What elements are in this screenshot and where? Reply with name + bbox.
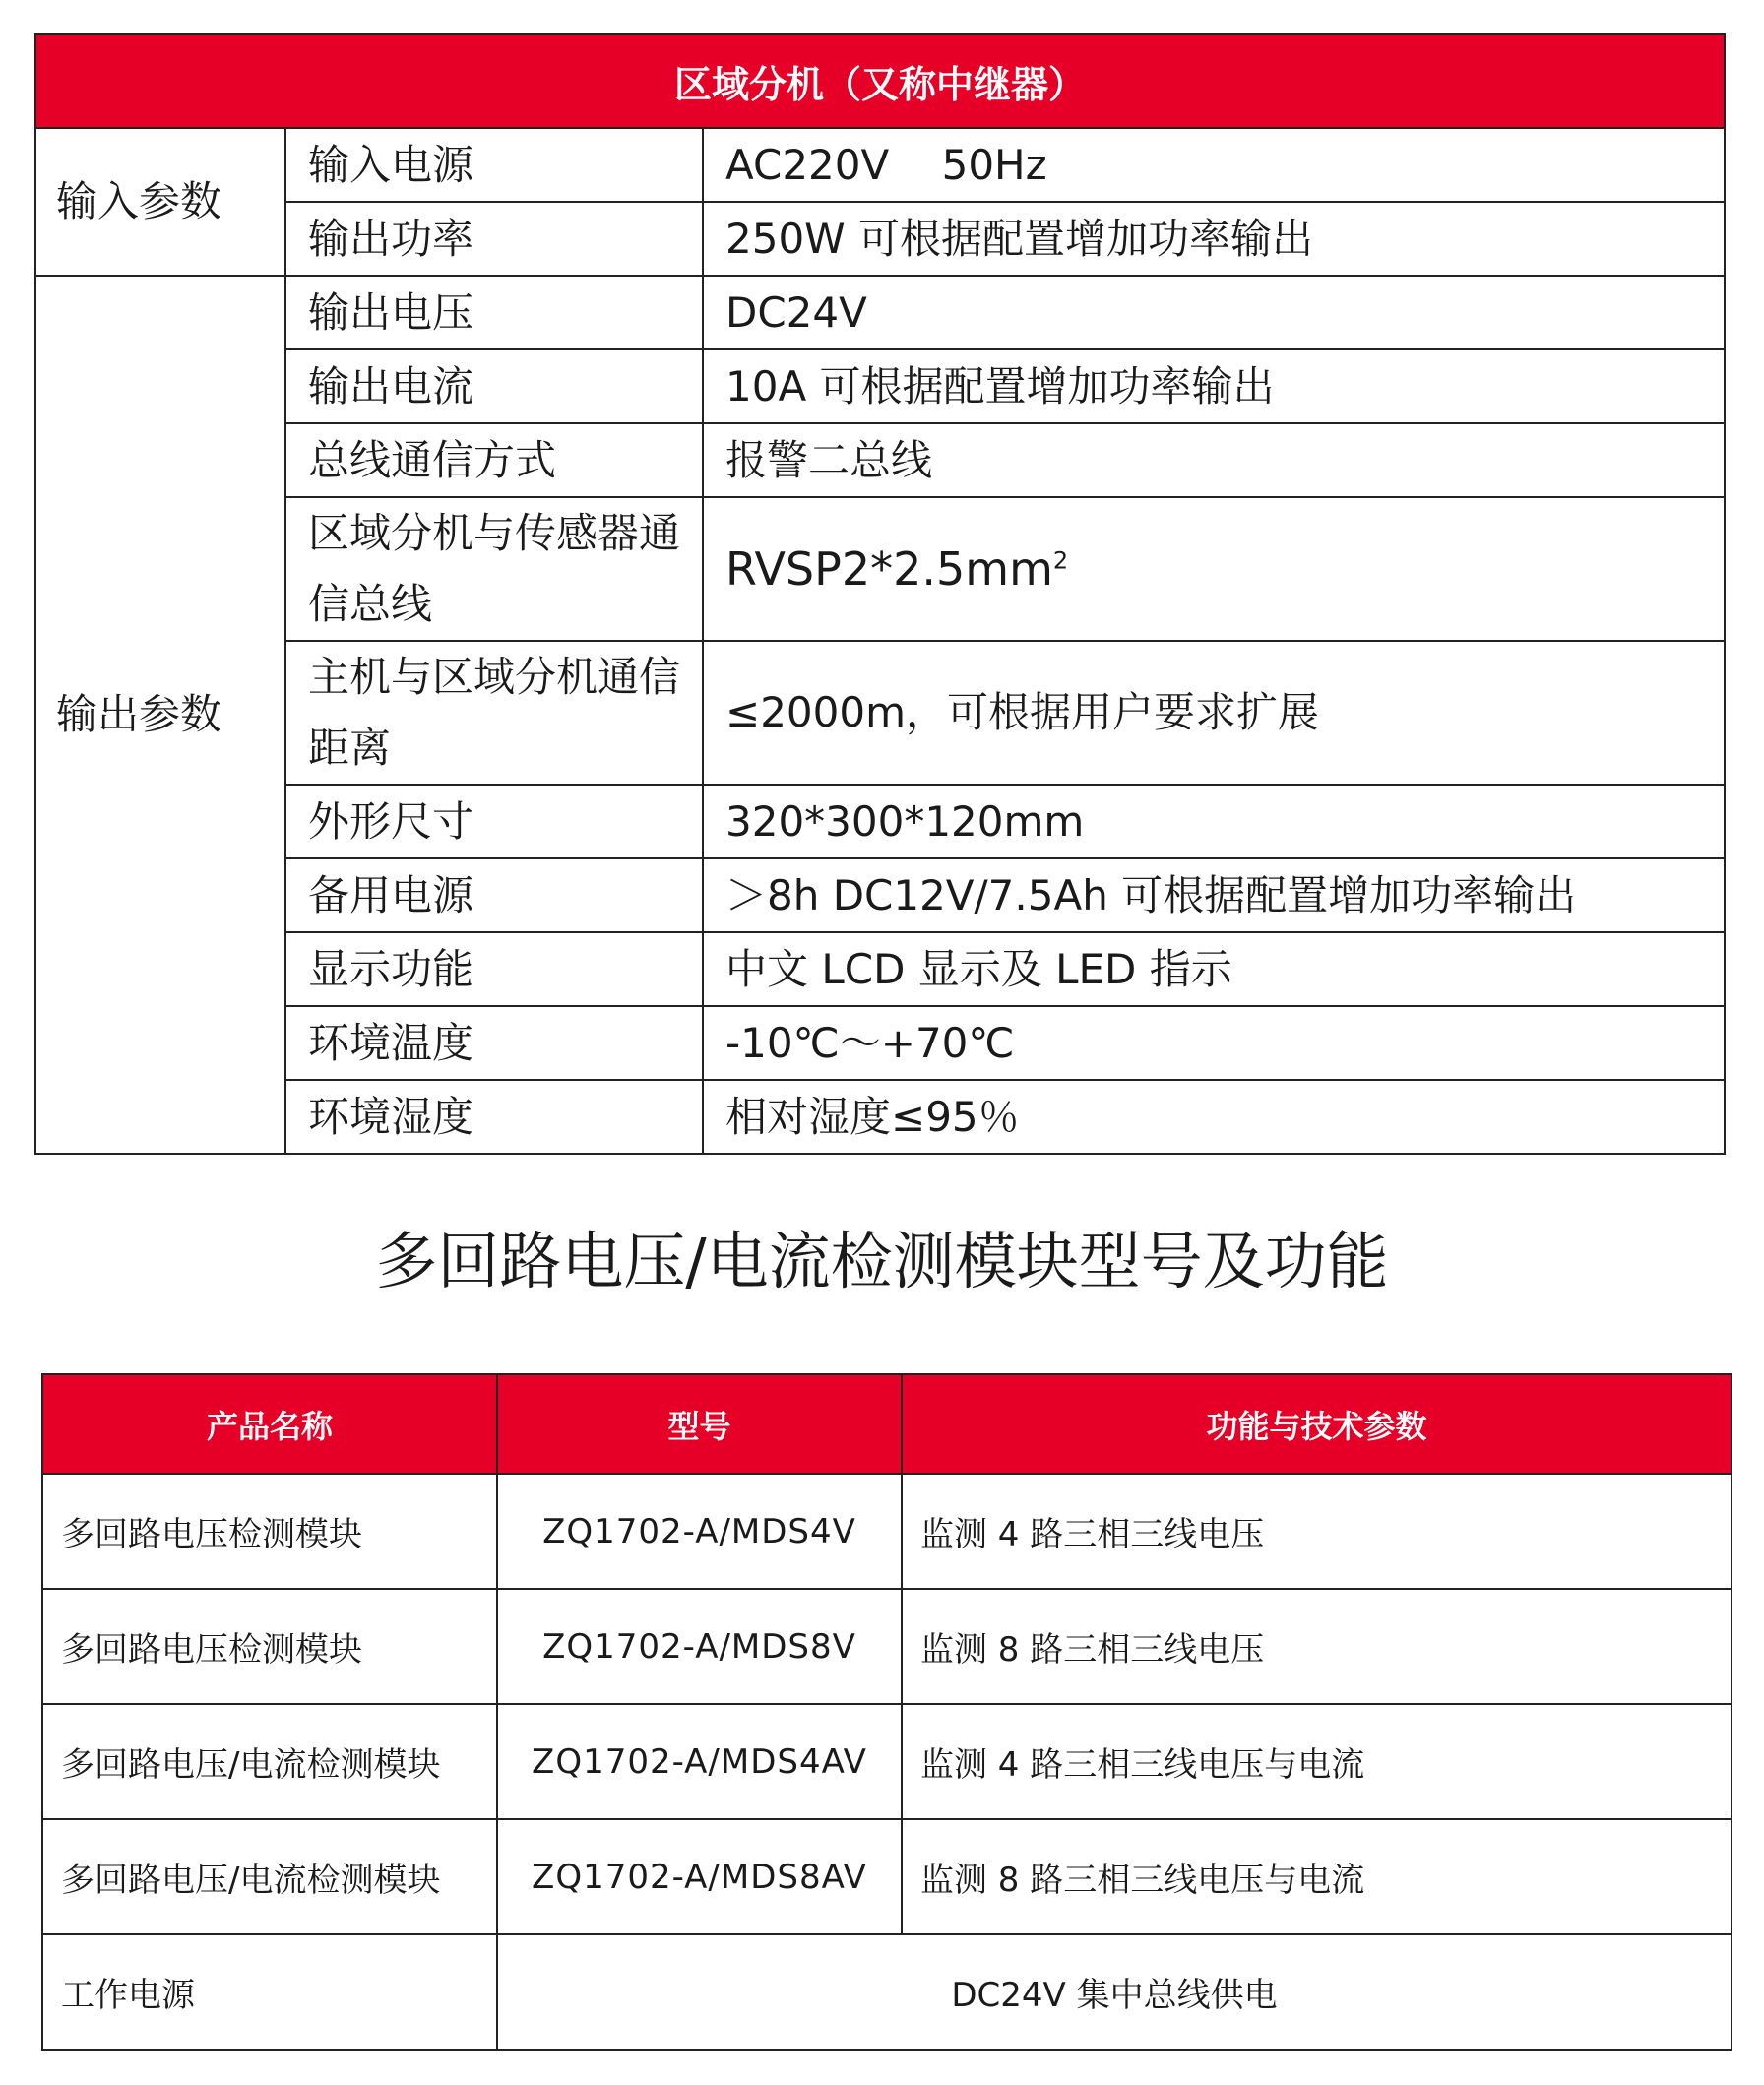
spec-label: 区域分机与传感器通信总线 [285, 497, 703, 641]
spec-table-title: 区域分机（又称中继器） [35, 34, 1725, 128]
group-output: 输出参数 [35, 276, 285, 1154]
power-value: DC24V 集中总线供电 [497, 1934, 1732, 2050]
table-row [42, 1474, 1732, 1589]
product-model: ZQ1702-A/MDS8AV [497, 1819, 902, 1934]
header-function: 功能与技术参数 [902, 1374, 1732, 1474]
product-model: ZQ1702-A/MDS8V [497, 1589, 902, 1704]
spec-label: 环境温度 [285, 1006, 703, 1080]
spec-value: -10℃～+70℃ [703, 1006, 1725, 1080]
spec-value: RVSP2*2.5mm [725, 542, 1053, 596]
spec-label: 外形尺寸 [285, 785, 703, 858]
header-product-name: 产品名称 [42, 1374, 497, 1474]
product-function: 监测 4 路三相三线电压与电流 [902, 1704, 1732, 1819]
power-label: 工作电源 [42, 1934, 497, 2050]
spec-label: 总线通信方式 [285, 423, 703, 497]
spec-value: 320*300*120mm [703, 785, 1725, 858]
spec-value: AC220V 50Hz [703, 128, 1725, 202]
spec-label: 输出电压 [285, 276, 703, 349]
spec-value-bus-cable [703, 497, 1725, 641]
section-title: 多回路电压/电流检测模块型号及功能 [375, 1226, 1389, 1297]
spec-value: ＞8h DC12V/7.5Ah 可根据配置增加功率输出 [703, 858, 1725, 932]
spec-label: 输入电源 [285, 128, 703, 202]
product-model: ZQ1702-A/MDS4AV [497, 1704, 902, 1819]
spec-value: ≤2000m，可根据用户要求扩展 [703, 641, 1725, 785]
module-model-table [41, 1373, 1732, 2051]
spec-value: 250W 可根据配置增加功率输出 [703, 202, 1725, 276]
table-row [42, 1704, 1732, 1819]
spec-value: DC24V [703, 276, 1725, 349]
product-function: 监测 4 路三相三线电压 [902, 1474, 1732, 1589]
spec-label: 输出电流 [285, 349, 703, 423]
product-name: 多回路电压/电流检测模块 [42, 1819, 497, 1934]
group-input: 输入参数 [35, 128, 285, 276]
spec-label: 备用电源 [285, 858, 703, 932]
header-model: 型号 [497, 1374, 902, 1474]
product-model: ZQ1702-A/MDS4V [497, 1474, 902, 1589]
zone-extension-spec-table [34, 33, 1726, 1155]
table-row [42, 1589, 1732, 1704]
table-row-power [42, 1934, 1732, 2050]
spec-value: 报警二总线 [703, 423, 1725, 497]
spec-label: 环境湿度 [285, 1080, 703, 1154]
product-function: 监测 8 路三相三线电压与电流 [902, 1819, 1732, 1934]
product-name: 多回路电压/电流检测模块 [42, 1704, 497, 1819]
spec-label: 主机与区域分机通信距离 [285, 641, 703, 785]
spec-value: 中文 LCD 显示及 LED 指示 [703, 932, 1725, 1006]
product-name: 多回路电压检测模块 [42, 1589, 497, 1704]
spec-label: 显示功能 [285, 932, 703, 1006]
product-function: 监测 8 路三相三线电压 [902, 1589, 1732, 1704]
spec-label: 输出功率 [285, 202, 703, 276]
table-row [42, 1819, 1732, 1934]
spec-value: 相对湿度≤95％ [703, 1080, 1725, 1154]
product-name: 多回路电压检测模块 [42, 1474, 497, 1589]
spec-value: 10A 可根据配置增加功率输出 [703, 349, 1725, 423]
superscript: 2 [1052, 546, 1069, 575]
